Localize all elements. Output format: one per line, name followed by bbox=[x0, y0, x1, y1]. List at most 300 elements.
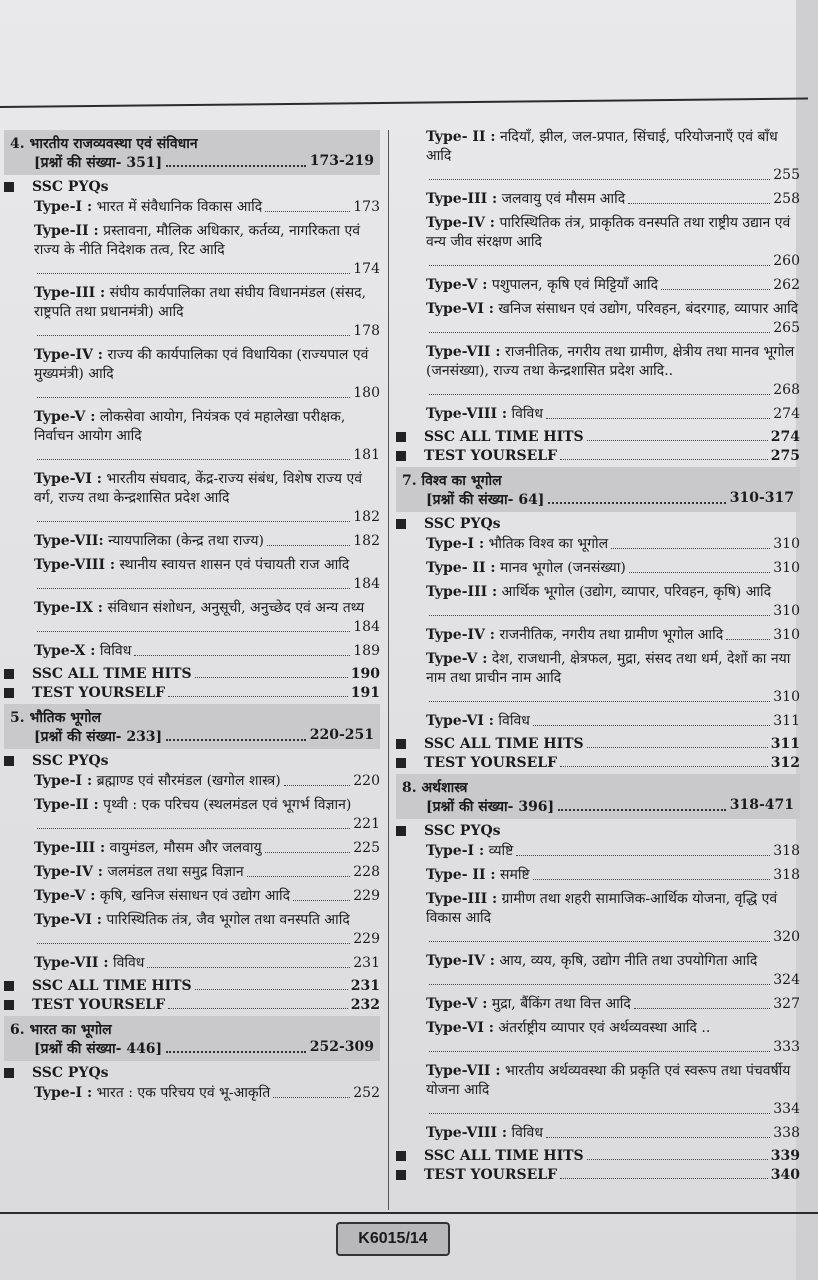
toc-entry bbox=[426, 1124, 800, 1143]
toc-entry bbox=[426, 405, 800, 424]
dot-leader bbox=[587, 440, 768, 441]
page-number: 310 bbox=[773, 536, 800, 552]
bullet-square-icon bbox=[4, 1068, 14, 1078]
toc-entry bbox=[426, 650, 800, 707]
section-title: 4. भारतीय राजव्यवस्था एवं संविधान bbox=[10, 136, 198, 152]
section-title: 6. भारत का भूगोल bbox=[10, 1022, 112, 1038]
question-count: [प्रश्नों की संख्या- 396] bbox=[426, 799, 555, 815]
entry-type-label: Type-VII : bbox=[34, 955, 109, 971]
bullet-square-icon bbox=[396, 739, 406, 749]
entry-text: मुद्रा, बैंकिंग तथा वित्त आदि bbox=[491, 996, 631, 1012]
toc-entry bbox=[426, 559, 800, 578]
subsection-label: SSC PYQs bbox=[32, 753, 109, 769]
dot-leader bbox=[558, 797, 726, 811]
entry-row bbox=[34, 887, 380, 906]
entry-description bbox=[426, 995, 631, 1014]
dot-leader bbox=[546, 1137, 770, 1138]
entry-type-label: Type-III : bbox=[34, 285, 106, 301]
subsection-label: TEST YOURSELF bbox=[32, 997, 166, 1013]
dot-leader bbox=[533, 725, 770, 726]
subsection-heading bbox=[396, 448, 800, 464]
entry-row bbox=[426, 842, 800, 861]
subsection-label: SSC ALL TIME HITS bbox=[32, 666, 192, 682]
entry-row bbox=[426, 190, 800, 209]
page-number: 184 bbox=[353, 619, 380, 635]
page-number: 275 bbox=[770, 448, 800, 464]
dot-leader bbox=[265, 852, 351, 853]
toc-entry bbox=[34, 346, 380, 403]
heading-row bbox=[32, 666, 380, 682]
page-number: 190 bbox=[350, 666, 380, 682]
entry-description bbox=[34, 222, 380, 260]
entry-type-label: Type-IX : bbox=[34, 600, 103, 616]
entry-row bbox=[34, 815, 380, 834]
dot-leader bbox=[429, 179, 770, 180]
subsection-heading bbox=[4, 1065, 380, 1081]
bullet-square-icon bbox=[396, 758, 406, 768]
page-number: 260 bbox=[773, 253, 800, 269]
dot-leader bbox=[533, 879, 771, 880]
entry-row bbox=[426, 928, 800, 947]
entry-type-label: Type-VII : bbox=[426, 1063, 501, 1079]
bullet-square-icon bbox=[396, 451, 406, 461]
section-count bbox=[34, 1039, 374, 1058]
entry-text: पारिस्थितिक तंत्र, जैव भूगोल तथा वनस्पति आदि bbox=[106, 912, 350, 928]
dot-leader bbox=[273, 1097, 350, 1098]
entry-description bbox=[426, 952, 800, 971]
toc-entry bbox=[426, 583, 800, 621]
entry-type-label: Type-II : bbox=[34, 797, 99, 813]
toc-entry bbox=[34, 642, 380, 661]
toc-entry bbox=[426, 866, 800, 885]
question-count: [प्रश्नों की संख्या- 446] bbox=[34, 1041, 163, 1057]
subsection-label: SSC PYQs bbox=[32, 1065, 109, 1081]
entry-type-label: Type- II : bbox=[426, 129, 496, 145]
subsection-heading bbox=[396, 516, 800, 532]
dot-leader bbox=[634, 1008, 770, 1009]
entry-description bbox=[34, 887, 290, 906]
section-title: 8. अर्थशास्त्र bbox=[402, 780, 468, 796]
toc-entry bbox=[426, 128, 800, 185]
entry-row bbox=[426, 535, 800, 554]
toc-entry bbox=[426, 995, 800, 1014]
dot-leader bbox=[560, 459, 768, 460]
entry-type-label: Type-III : bbox=[426, 191, 498, 207]
entry-description bbox=[426, 583, 800, 602]
section-count bbox=[426, 797, 794, 816]
subsection-label: SSC PYQs bbox=[424, 823, 501, 839]
dot-leader bbox=[267, 545, 350, 546]
entry-row bbox=[34, 198, 380, 217]
bullet-square-icon bbox=[396, 1170, 406, 1180]
bullet-square-icon bbox=[4, 1000, 14, 1010]
entry-text: न्यायपालिका (केन्द्र तथा राज्य) bbox=[108, 533, 264, 549]
page-range: 220-251 bbox=[309, 727, 374, 743]
bullet-square-icon bbox=[4, 981, 14, 991]
page-number: 311 bbox=[773, 713, 800, 729]
subsection-heading bbox=[4, 666, 380, 682]
entry-description bbox=[426, 405, 543, 424]
dot-leader bbox=[587, 1159, 768, 1160]
dot-leader bbox=[284, 785, 351, 786]
dot-leader bbox=[247, 876, 351, 877]
entry-description bbox=[426, 190, 625, 209]
entry-text: भारत में संवैधानिक विकास आदि bbox=[96, 199, 263, 215]
entry-description bbox=[426, 1062, 800, 1100]
entry-row bbox=[34, 642, 380, 661]
dot-leader bbox=[429, 265, 770, 266]
page-range: 318-471 bbox=[729, 797, 794, 813]
entry-type-label: Type-IV : bbox=[34, 347, 103, 363]
entry-row bbox=[34, 772, 380, 791]
page-number: 310 bbox=[773, 689, 800, 705]
entry-description bbox=[34, 796, 380, 815]
page-range: 173-219 bbox=[309, 153, 374, 169]
dot-leader bbox=[546, 418, 770, 419]
dot-leader bbox=[429, 1051, 770, 1052]
toc-entry bbox=[34, 796, 380, 834]
toc-entry bbox=[34, 863, 380, 882]
entry-description bbox=[34, 346, 380, 384]
entry-type-label: Type-VI : bbox=[34, 471, 102, 487]
page-number: 327 bbox=[773, 996, 800, 1012]
page-number: 229 bbox=[353, 888, 380, 904]
toc-entry bbox=[34, 198, 380, 217]
dot-leader bbox=[166, 1039, 306, 1053]
page-number: 182 bbox=[353, 533, 380, 549]
section-title: 7. विश्व का भूगोल bbox=[402, 473, 502, 489]
dot-leader bbox=[37, 588, 350, 589]
dot-leader bbox=[37, 397, 350, 398]
toc-entry bbox=[426, 300, 800, 338]
entry-description bbox=[34, 863, 244, 882]
entry-text: ब्रह्माण्ड एवं सौरमंडल (खगोल शास्त्र) bbox=[96, 773, 281, 789]
bullet-square-icon bbox=[396, 826, 406, 836]
dot-leader bbox=[37, 273, 350, 274]
page-number: 232 bbox=[350, 997, 380, 1013]
heading-row bbox=[424, 429, 800, 445]
entry-row bbox=[426, 252, 800, 271]
entry-row bbox=[426, 166, 800, 185]
column-divider bbox=[388, 130, 389, 1210]
entry-type-label: Type-VII: bbox=[34, 533, 104, 549]
entry-text: आय, व्यय, कृषि, उद्योग नीति तथा उपयोगिता आदि bbox=[499, 953, 758, 969]
entry-text: भारतीय संघवाद, केंद्र-राज्य संबंध, विशेष राज्य एवं वर्ग, राज्य तथा केन्द्रशासित प्रदेश आदि bbox=[34, 471, 363, 506]
dot-leader bbox=[429, 701, 770, 702]
entry-type-label: Type-V : bbox=[426, 277, 488, 293]
bullet-square-icon bbox=[4, 182, 14, 192]
page-number: 220 bbox=[353, 773, 380, 789]
bullet-square-icon bbox=[396, 1151, 406, 1161]
page-range: 310-317 bbox=[729, 490, 794, 506]
dot-leader bbox=[628, 203, 770, 204]
page-number: 174 bbox=[353, 261, 380, 277]
page-number: 274 bbox=[773, 406, 800, 422]
bottom-rule bbox=[0, 1212, 818, 1214]
page-number: 231 bbox=[353, 955, 380, 971]
page-number: 340 bbox=[770, 1167, 800, 1183]
top-rule bbox=[0, 98, 808, 108]
entry-type-label: Type-VI : bbox=[426, 1020, 494, 1036]
entry-type-label: Type-V : bbox=[426, 651, 488, 667]
toc-entry bbox=[426, 276, 800, 295]
subsection-label: TEST YOURSELF bbox=[424, 1167, 558, 1183]
entry-type-label: Type-VIII : bbox=[34, 557, 116, 573]
entry-type-label: Type-IV : bbox=[426, 215, 495, 231]
entry-description bbox=[426, 300, 800, 319]
dot-leader bbox=[429, 615, 770, 616]
entry-description bbox=[426, 535, 608, 554]
page-number: 265 bbox=[773, 320, 800, 336]
dot-leader bbox=[629, 572, 770, 573]
entry-text: विविध bbox=[112, 955, 145, 971]
dot-leader bbox=[726, 639, 770, 640]
dot-leader bbox=[429, 984, 770, 985]
dot-leader bbox=[37, 521, 350, 522]
dot-leader bbox=[166, 727, 306, 741]
toc-entry bbox=[34, 911, 380, 949]
entry-type-label: Type-VI : bbox=[426, 301, 494, 317]
entry-description bbox=[426, 1124, 543, 1143]
dot-leader bbox=[548, 490, 725, 504]
subsection-heading bbox=[4, 179, 380, 195]
entry-description bbox=[34, 556, 380, 575]
entry-type-label: Type-III : bbox=[426, 891, 498, 907]
toc-entry bbox=[426, 842, 800, 861]
subsection-heading bbox=[4, 753, 380, 769]
subsection-heading bbox=[4, 997, 380, 1013]
toc-entry bbox=[426, 343, 800, 400]
entry-description bbox=[34, 839, 262, 858]
entry-type-label: Type-V : bbox=[426, 996, 488, 1012]
page-number: 229 bbox=[353, 931, 380, 947]
dot-leader bbox=[429, 941, 770, 942]
section-title: 5. भौतिक भूगोल bbox=[10, 710, 102, 726]
dot-leader bbox=[516, 855, 770, 856]
toc-entry bbox=[34, 284, 380, 341]
entry-type-label: Type- II : bbox=[426, 867, 496, 883]
entry-row bbox=[34, 954, 380, 973]
section-heading bbox=[4, 1016, 380, 1061]
subsection-heading bbox=[4, 978, 380, 994]
entry-type-label: Type-VII : bbox=[426, 344, 501, 360]
page-number: 312 bbox=[770, 755, 800, 771]
dot-leader bbox=[37, 631, 350, 632]
toc-entry bbox=[34, 954, 380, 973]
section-heading bbox=[396, 467, 800, 512]
page-number: 311 bbox=[770, 736, 800, 752]
entry-description bbox=[34, 1084, 270, 1103]
subsection-heading bbox=[396, 736, 800, 752]
entry-description bbox=[426, 559, 626, 578]
entry-description bbox=[426, 128, 800, 166]
subsection-heading bbox=[396, 823, 800, 839]
entry-text: ग्रामीण तथा शहरी सामाजिक-आर्थिक योजना, वृद्धि एवं विकास आदि bbox=[426, 891, 778, 926]
entry-row bbox=[34, 532, 380, 551]
dot-leader bbox=[37, 828, 350, 829]
page-number: 338 bbox=[773, 1125, 800, 1141]
subsection-label: SSC ALL TIME HITS bbox=[424, 429, 584, 445]
entry-type-label: Type-IV : bbox=[426, 627, 495, 643]
dot-leader bbox=[429, 394, 770, 395]
toc-entry bbox=[34, 772, 380, 791]
entry-text: लोकसेवा आयोग, नियंत्रक एवं महालेखा परीक्षक, निर्वाचन आयोग आदि bbox=[34, 409, 346, 444]
entry-type-label: Type-V : bbox=[34, 888, 96, 904]
dot-leader bbox=[168, 1008, 348, 1009]
dot-leader bbox=[166, 153, 306, 167]
page-number: 262 bbox=[773, 277, 800, 293]
entry-row bbox=[426, 602, 800, 621]
page-number: 310 bbox=[773, 603, 800, 619]
section-heading bbox=[4, 704, 380, 749]
bullet-square-icon bbox=[396, 432, 406, 442]
dot-leader bbox=[37, 943, 350, 944]
entry-text: राजनीतिक, नगरीय तथा ग्रामीण भूगोल आदि bbox=[499, 627, 724, 643]
subsection-label: SSC ALL TIME HITS bbox=[424, 1148, 584, 1164]
entry-text: राज्य की कार्यपालिका एवं विधायिका (राज्यपाल एवं मुख्यमंत्री) आदि bbox=[34, 347, 369, 382]
entry-description bbox=[426, 890, 800, 928]
dot-leader bbox=[587, 747, 768, 748]
dot-leader bbox=[429, 332, 770, 333]
entry-text: खनिज संसाधन एवं उद्योग, परिवहन, बंदरगाह, व्यापार आदि bbox=[498, 301, 799, 317]
toc-entry bbox=[34, 470, 380, 527]
toc-entry bbox=[34, 408, 380, 465]
question-count: [प्रश्नों की संख्या- 64] bbox=[426, 492, 545, 508]
dot-leader bbox=[560, 766, 768, 767]
entry-description bbox=[34, 772, 281, 791]
dot-leader bbox=[195, 677, 348, 678]
question-count: [प्रश्नों की संख्या- 351] bbox=[34, 155, 163, 171]
entry-type-label: Type-III : bbox=[426, 584, 498, 600]
entry-description bbox=[426, 1019, 800, 1038]
entry-text: प्रस्तावना, मौलिक अधिकार, कर्तव्य, नागरिकता एवं राज्य के नीति निदेशक तत्व, रिट आदि bbox=[34, 223, 360, 258]
page-number: 339 bbox=[770, 1148, 800, 1164]
entry-description bbox=[34, 198, 262, 217]
entry-row bbox=[426, 405, 800, 424]
entry-row bbox=[426, 276, 800, 295]
entry-row bbox=[426, 1100, 800, 1119]
entry-row bbox=[426, 319, 800, 338]
subsection-heading bbox=[396, 755, 800, 771]
entry-text: विविध bbox=[511, 1125, 543, 1141]
subsection-label: SSC PYQs bbox=[32, 179, 109, 195]
subsection-label: SSC ALL TIME HITS bbox=[424, 736, 584, 752]
entry-row bbox=[426, 381, 800, 400]
entry-type-label: Type-IV : bbox=[34, 864, 103, 880]
toc-entry bbox=[426, 626, 800, 645]
entry-text: स्थानीय स्वायत्त शासन एवं पंचायती राज आदि bbox=[119, 557, 350, 573]
entry-type-label: Type-I : bbox=[34, 199, 93, 215]
page-number: 225 bbox=[353, 840, 380, 856]
entry-text: पृथ्वी : एक परिचय (स्थलमंडल एवं भूगर्भ विज्ञान) bbox=[103, 797, 352, 813]
entry-text: कृषि, खनिज संसाधन एवं उद्योग आदि bbox=[99, 888, 291, 904]
entry-row bbox=[34, 508, 380, 527]
page-number: 181 bbox=[353, 447, 380, 463]
entry-description bbox=[426, 276, 658, 295]
entry-text: भौतिक विश्व का भूगोल bbox=[488, 536, 609, 552]
section-heading bbox=[4, 130, 380, 175]
entry-description bbox=[34, 284, 380, 322]
heading-row bbox=[32, 978, 380, 994]
section-count bbox=[34, 727, 374, 746]
entry-row bbox=[426, 626, 800, 645]
entry-row bbox=[426, 866, 800, 885]
entry-text: वायुमंडल, मौसम और जलवायु bbox=[109, 840, 262, 856]
dot-leader bbox=[195, 989, 348, 990]
toc-entry bbox=[34, 1084, 380, 1103]
section-heading bbox=[396, 774, 800, 819]
entry-row bbox=[426, 559, 800, 578]
entry-description bbox=[34, 954, 144, 973]
entry-type-label: Type- II : bbox=[426, 560, 496, 576]
entry-type-label: Type-VIII : bbox=[426, 406, 508, 422]
subsection-heading bbox=[4, 685, 380, 701]
page-code: K6015/14 bbox=[336, 1222, 450, 1256]
toc-entry bbox=[426, 535, 800, 554]
entry-text: विविध bbox=[498, 713, 530, 729]
dot-leader bbox=[293, 900, 350, 901]
toc-entry bbox=[34, 887, 380, 906]
page-number: 333 bbox=[773, 1039, 800, 1055]
page-number: 255 bbox=[773, 167, 800, 183]
page-number: 334 bbox=[773, 1101, 800, 1117]
entry-text: विविध bbox=[99, 643, 132, 659]
entry-type-label: Type-VI : bbox=[426, 713, 494, 729]
section-count bbox=[34, 153, 374, 172]
heading-row bbox=[424, 448, 800, 464]
entry-description bbox=[34, 470, 380, 508]
heading-row bbox=[32, 685, 380, 701]
page-number: 324 bbox=[773, 972, 800, 988]
entry-row bbox=[34, 384, 380, 403]
subsection-label: TEST YOURSELF bbox=[424, 448, 558, 464]
entry-text: नदियाँ, झील, जल-प्रपात, सिंचाई, परियोजनाएँ एवं बाँध आदि bbox=[426, 129, 778, 164]
entry-description bbox=[34, 911, 380, 930]
entry-description bbox=[426, 650, 800, 688]
entry-text: भारत : एक परिचय एवं भू-आकृति bbox=[96, 1085, 271, 1101]
entry-type-label: Type-V : bbox=[34, 409, 96, 425]
entry-row bbox=[34, 446, 380, 465]
toc-entry bbox=[426, 890, 800, 947]
page-number: 318 bbox=[773, 843, 800, 859]
toc-entry bbox=[34, 556, 380, 594]
subsection-heading bbox=[396, 429, 800, 445]
dot-leader bbox=[429, 1113, 770, 1114]
entry-description bbox=[426, 866, 530, 885]
entry-text: देश, राजधानी, क्षेत्रफल, मुद्रा, संसद तथा धर्म, देशों का नया नाम तथा प्राचीन नाम आदि bbox=[426, 651, 791, 686]
entry-description bbox=[426, 626, 723, 645]
entry-type-label: Type-IV : bbox=[426, 953, 495, 969]
subsection-heading bbox=[396, 1167, 800, 1183]
page-number: 178 bbox=[353, 323, 380, 339]
page-number: 258 bbox=[773, 191, 800, 207]
bullet-square-icon bbox=[4, 756, 14, 766]
toc-entry bbox=[34, 599, 380, 637]
entry-text: मानव भूगोल (जनसंख्या) bbox=[500, 560, 626, 576]
entry-text: आर्थिक भूगोल (उद्योग, व्यापार, परिवहन, कृषि) आदि bbox=[501, 584, 772, 600]
entry-text: राजनीतिक, नगरीय तथा ग्रामीण, क्षेत्रीय तथा मानव भूगोल (जनसंख्या), राज्य तथा केन्द्रशासित प्रदेश आदि.. bbox=[426, 344, 795, 379]
entry-text: जलमंडल तथा समुद्र विज्ञान bbox=[107, 864, 244, 880]
entry-type-label: Type-I : bbox=[426, 536, 485, 552]
entry-text: अंतर्राष्ट्रीय व्यापार एवं अर्थव्यवस्था आदि .. bbox=[498, 1020, 711, 1036]
entry-row bbox=[34, 618, 380, 637]
heading-row bbox=[424, 736, 800, 752]
subsection-label: TEST YOURSELF bbox=[424, 755, 558, 771]
entry-description bbox=[34, 642, 131, 661]
entry-row bbox=[426, 1038, 800, 1057]
entry-row bbox=[34, 1084, 380, 1103]
heading-row bbox=[424, 755, 800, 771]
